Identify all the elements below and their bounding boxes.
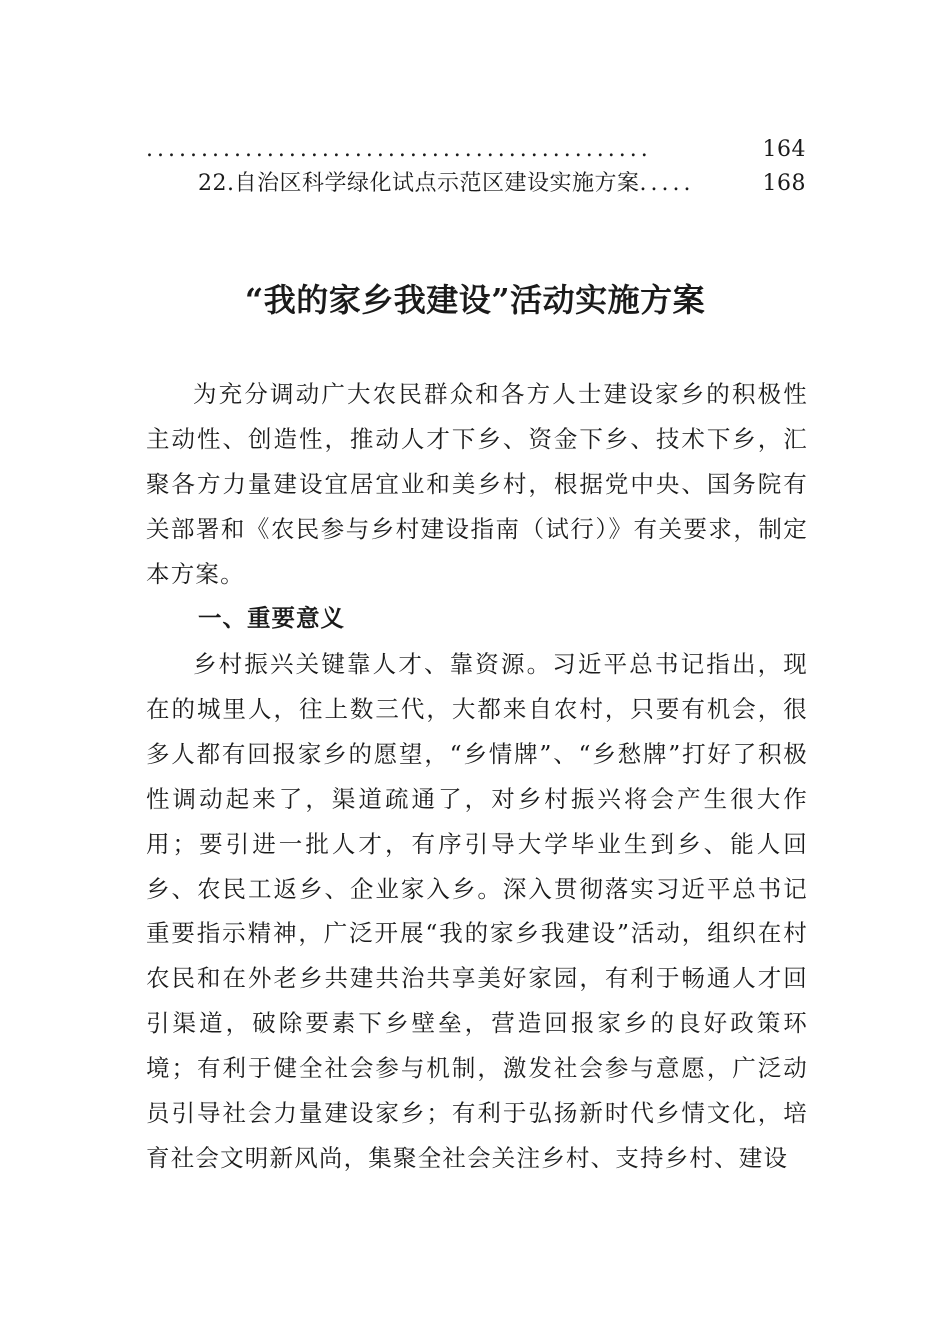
- toc-leader-dots: ..............................................: [146, 137, 652, 162]
- section-heading: 一、重要意义: [198, 604, 345, 632]
- intro-section: [146, 372, 808, 597]
- toc-entry-title: 22.自治区科学绿化试点示范区建设实施方案: [198, 171, 640, 196]
- section-paragraph: 乡村振兴关键靠人才、靠资源。习近平总书记指出，现在的城里人，往上数三代，大都来自农村，只要有机会，很多人都有回报家乡的愿望，“乡情牌”、“乡愁牌”打好了积极性调动起来了，渠道疏通了，对乡村振兴将会产生很大作用；要引进一批人才，有序引导大学毕业生到乡、能人回乡、农民工返乡、企业家入乡。深入贯彻落实习近平总书记重要指示精神，广泛开展“我的家乡我建设”活动，组织在村农民和在外老乡共建共治共享美好家园，有利于畅通人才回引渠道，破除要素下乡壁垒，营造回报家乡的良好政策环境；有利于健全社会参与机制，激发社会参与意愿，广泛动员引导社会力量建设家乡；有利于弘扬新时代乡情文化，培育社会文明新风尚，集聚全社会关注乡村、支持乡村、建设: [146, 650, 808, 1172]
- toc-entry-22: [198, 169, 806, 199]
- intro-paragraph: 为充分调动广大农民群众和各方人士建设家乡的积极性主动性、创造性，推动人才下乡、资金下乡、技术下乡，汇聚各方力量建设宜居宜业和美乡村，根据党中央、国务院有关部署和《农民参与乡村建设指南（试行）》有关要求，制定本方案。: [146, 380, 808, 588]
- section-body: [146, 642, 808, 1181]
- document-title: “我的家乡我建设”活动实施方案: [244, 281, 706, 319]
- toc-leader-dots: .....: [639, 171, 695, 196]
- toc-page-number: 168: [762, 171, 806, 196]
- toc-entry-continued: [146, 135, 806, 165]
- toc-page-number: 164: [762, 137, 806, 162]
